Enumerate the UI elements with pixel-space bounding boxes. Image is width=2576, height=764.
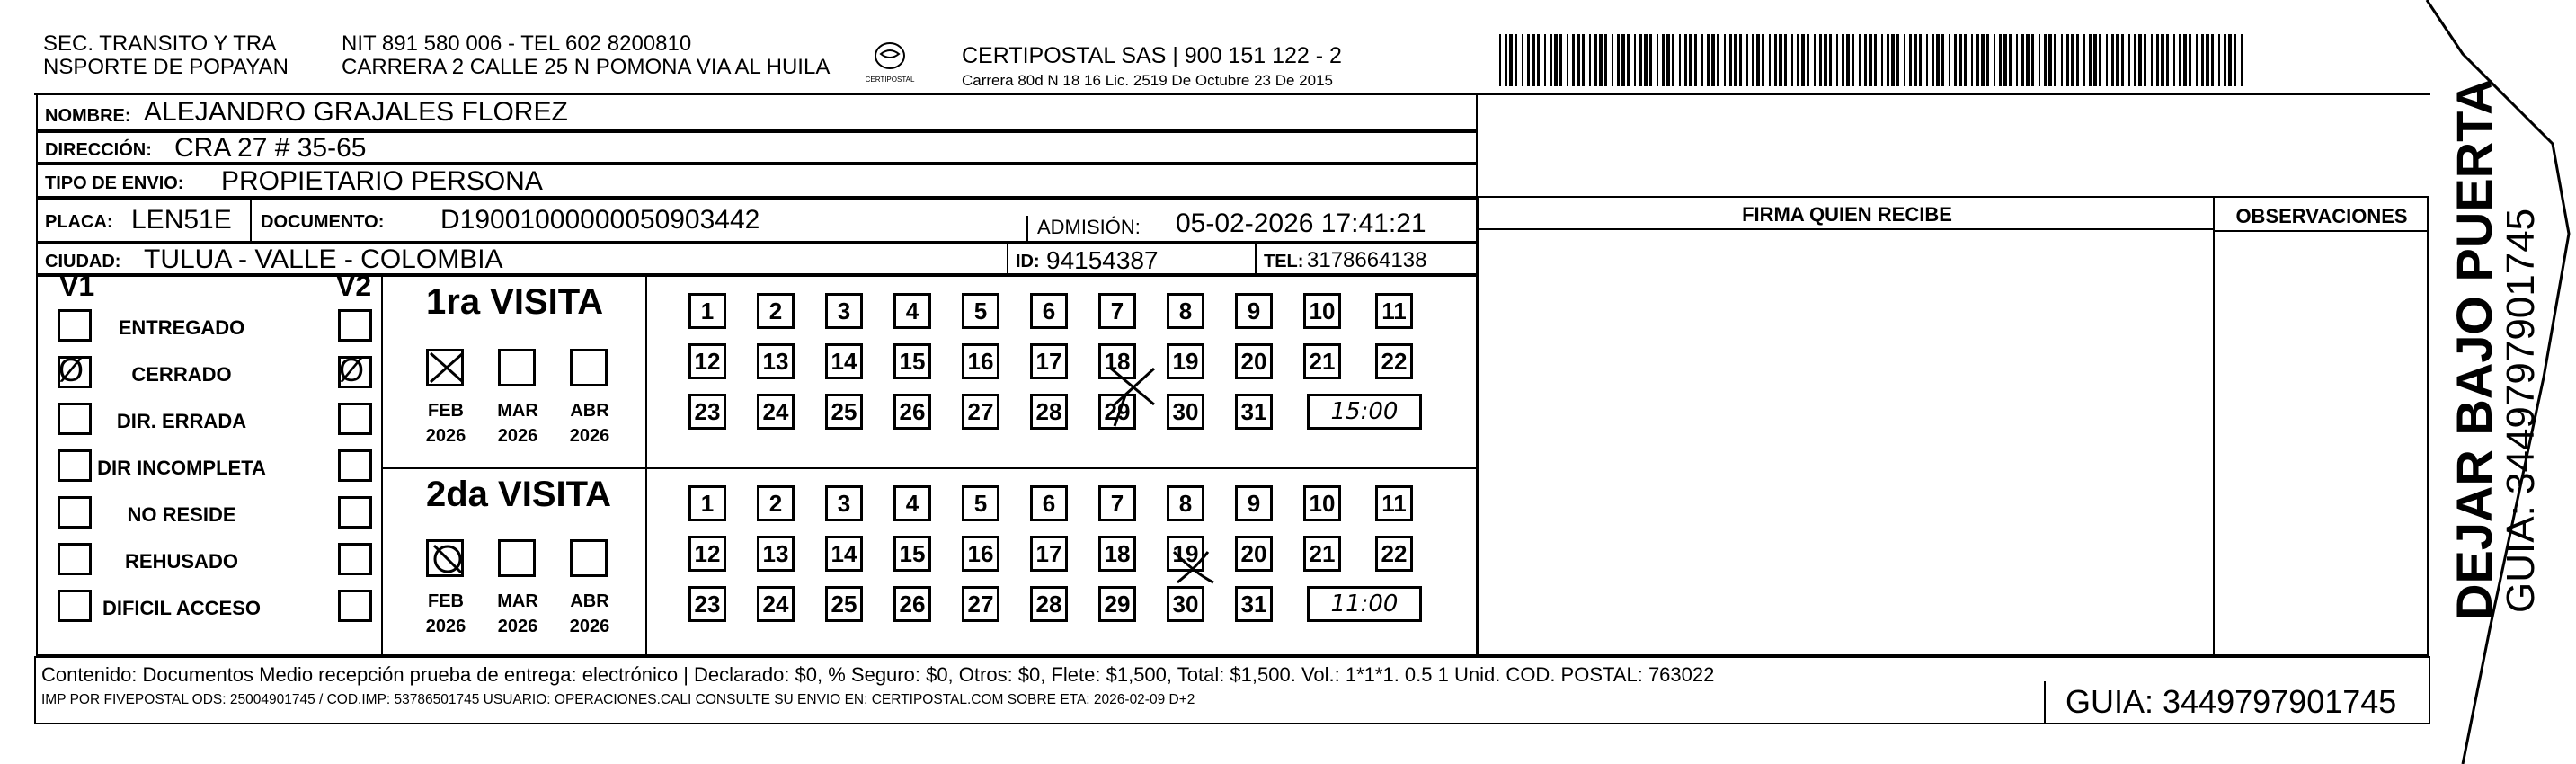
second-visit-title: 2da VISITA	[426, 475, 611, 514]
barcode-bar	[2106, 34, 2108, 86]
barcode-bar	[1532, 34, 1535, 86]
day-19-handwritten-mark	[1168, 546, 1219, 590]
ciudad-label: CIUDAD:	[45, 252, 121, 271]
admision-value: 05-02-2026 17:41:21	[1176, 209, 1426, 238]
barcode-bar	[1672, 34, 1674, 86]
barcode-bar	[2039, 34, 2040, 86]
barcode-bar	[1752, 34, 1754, 86]
first-visit-day-18[interactable]: 18	[1098, 343, 1136, 379]
barcode-bar	[2134, 34, 2136, 86]
barcode-bar	[1846, 34, 1850, 86]
first-visit-day-4[interactable]: 4	[893, 293, 931, 329]
certipostal-logo	[854, 36, 926, 90]
first-visit-day-16[interactable]: 16	[962, 343, 999, 379]
barcode-bar	[1954, 34, 1957, 86]
second-visit-day-17[interactable]: 17	[1030, 536, 1068, 572]
barcode-bar	[2031, 34, 2034, 86]
barcode-bar	[1739, 34, 1742, 86]
first-year-label-mar: 2026	[497, 426, 538, 446]
barcode-bar	[1639, 34, 1642, 86]
second-month-label-mar: MAR	[497, 591, 538, 611]
id-divider	[1007, 244, 1008, 273]
barcode-bar	[1717, 34, 1719, 86]
second-year-label-abr: 2026	[569, 617, 610, 636]
first-visit-day-30[interactable]: 30	[1167, 394, 1204, 430]
observaciones-header-line	[2215, 230, 2429, 232]
second-visit-day-7[interactable]: 7	[1098, 485, 1136, 521]
nombre-value: ALEJANDRO GRAJALES FLOREZ	[144, 97, 568, 127]
v1-checkbox-dir-incompleta[interactable]	[58, 449, 92, 482]
second-visit-day-23[interactable]: 23	[688, 586, 726, 622]
barcode-bar	[1567, 34, 1568, 86]
v2-checkbox-dificil-acceso[interactable]	[338, 590, 372, 622]
first-visit-month-feb[interactable]	[426, 349, 464, 386]
torn-edge	[2409, 0, 2576, 764]
second-visit-day-27[interactable]: 27	[962, 586, 999, 622]
first-visit-title: 1ra VISITA	[426, 282, 604, 322]
barcode-bar	[1621, 34, 1625, 86]
barcode-bar	[2218, 34, 2220, 86]
nit-line: NIT 891 580 006 - TEL 602 8200810	[342, 31, 692, 56]
second-visit-day-20[interactable]: 20	[1235, 536, 1273, 572]
first-visit-day-17[interactable]: 17	[1030, 343, 1068, 379]
second-visit-day-16[interactable]: 16	[962, 536, 999, 572]
barcode-bar	[2071, 34, 2074, 86]
barcode-bar	[1819, 34, 1822, 86]
placa-label: PLACA:	[45, 212, 113, 232]
first-visit-time-box: 15:00	[1307, 394, 1422, 430]
first-year-label-abr: 2026	[569, 426, 610, 446]
v1-checkbox-entregado[interactable]	[58, 309, 92, 342]
barcode-bar	[1869, 34, 1872, 86]
barcode-bar	[2224, 34, 2226, 86]
second-visit-day-5[interactable]: 5	[962, 485, 999, 521]
second-visit-day-9[interactable]: 9	[1235, 485, 1273, 521]
second-visit-day-12[interactable]: 12	[688, 536, 726, 572]
barcode-bar	[1824, 34, 1827, 86]
second-visit-day-3[interactable]: 3	[825, 485, 863, 521]
first-visit-day-14[interactable]: 14	[825, 343, 863, 379]
first-visit-day-28[interactable]: 28	[1030, 394, 1068, 430]
first-visit-day-13[interactable]: 13	[757, 343, 795, 379]
second-visit-day-22[interactable]: 22	[1375, 536, 1413, 572]
second-visit-day-6[interactable]: 6	[1030, 485, 1068, 521]
barcode-bar	[1774, 34, 1777, 86]
barcode-bar	[1544, 34, 1546, 86]
first-month-label-feb: FEB	[428, 401, 464, 421]
option-dir-incompleta: DIR INCOMPLETA	[97, 457, 266, 479]
barcode-bar	[1959, 34, 1962, 86]
barcode-bar	[1914, 34, 1917, 86]
first-visit-day-2[interactable]: 2	[757, 293, 795, 329]
barcode-bar	[2161, 34, 2164, 86]
barcode-bar	[1932, 34, 1934, 86]
barcode-bar	[1762, 34, 1764, 86]
tipo-envio-label: TIPO DE ENVIO:	[45, 173, 184, 193]
barcode-bar	[2144, 34, 2146, 86]
first-visit-day-25[interactable]: 25	[825, 394, 863, 430]
id-label: ID:	[1016, 252, 1040, 271]
barcode-bar	[2048, 34, 2052, 86]
company-license: Carrera 80d N 18 16 Lic. 2519 De Octubre 23 De 2015	[962, 72, 1333, 89]
footer	[34, 656, 2430, 724]
barcode-bar	[2156, 34, 2159, 86]
barcode-bar	[1577, 34, 1580, 86]
v1-checkbox-cerrado[interactable]	[58, 351, 92, 388]
v1-label: V1	[59, 270, 95, 302]
barcode-bar	[1986, 34, 1989, 86]
tel-divider	[1255, 244, 1257, 273]
barcode-bar	[2026, 34, 2030, 86]
barcode-bar	[2054, 34, 2056, 86]
barcode-bar	[1589, 34, 1591, 86]
nombre-label: NOMBRE:	[45, 106, 131, 126]
barcode-bar	[2066, 34, 2069, 86]
v2-checkbox-dir-incompleta[interactable]	[338, 449, 372, 482]
barcode-bar	[2044, 34, 2047, 86]
v2-checkbox-entregado[interactable]	[338, 309, 372, 342]
barcode-bar	[1999, 34, 2002, 86]
observaciones-box	[2213, 196, 2429, 656]
barcode-bar	[1505, 34, 1507, 86]
second-visit-day-31[interactable]: 31	[1235, 586, 1273, 622]
barcode-bar	[1559, 34, 1562, 86]
first-visit-day-21[interactable]: 21	[1303, 343, 1341, 379]
barcode-bar	[2241, 34, 2243, 86]
barcode-bar	[1689, 34, 1692, 86]
barcode-bar	[1896, 34, 1899, 86]
v2-label: V2	[336, 270, 372, 302]
barcode-bar	[1949, 34, 1950, 86]
barcode-bar	[1829, 34, 1832, 86]
barcode-bar	[1594, 34, 1597, 86]
placa-value: LEN51E	[131, 205, 232, 235]
option-cerrado: CERRADO	[131, 363, 232, 386]
first-visit-day-8[interactable]: 8	[1167, 293, 1204, 329]
first-visit-day-20[interactable]: 20	[1235, 343, 1273, 379]
barcode-bar	[1769, 34, 1771, 86]
barcode-bar	[1684, 34, 1687, 86]
first-visit-day-3[interactable]: 3	[825, 293, 863, 329]
barcode-bar	[1657, 34, 1658, 86]
barcode-bar	[2206, 34, 2209, 86]
barcode-bar	[2228, 34, 2232, 86]
barcode-bar	[1836, 34, 1838, 86]
barcode-bar	[1891, 34, 1895, 86]
first-visit-day-31[interactable]: 31	[1235, 394, 1273, 430]
barcode-bar	[2128, 34, 2130, 86]
option-entregado: ENTREGADO	[118, 316, 245, 339]
barcode-bar	[1509, 34, 1513, 86]
second-month-label-feb: FEB	[428, 591, 464, 611]
entity-name-line2: NSPORTE DE POPAYAN	[43, 55, 289, 79]
visit-row-divider	[381, 467, 1478, 469]
barcode-bar	[2138, 34, 2142, 86]
visit-left-divider	[381, 275, 383, 656]
v2-checkbox-no-reside[interactable]	[338, 496, 372, 529]
barcode-bar	[2173, 34, 2175, 86]
barcode-bar	[1842, 34, 1844, 86]
barcode-bar	[1919, 34, 1922, 86]
first-visit-day-10[interactable]: 10	[1303, 293, 1341, 329]
second-visit-month-abr[interactable]	[570, 539, 608, 577]
barcode-bar	[1779, 34, 1782, 86]
first-visit-day-23[interactable]: 23	[688, 394, 726, 430]
barcode	[1499, 34, 2245, 86]
barcode-bar	[1537, 34, 1540, 86]
first-visit-day-22[interactable]: 22	[1375, 343, 1413, 379]
barcode-bar	[2061, 34, 2063, 86]
option-rehusado: REHUSADO	[125, 550, 238, 573]
logo-text: CERTIPOSTAL	[865, 76, 915, 84]
second-visit-day-30[interactable]: 30	[1167, 586, 1204, 622]
placa-row	[36, 198, 1478, 243]
second-visit-day-21[interactable]: 21	[1303, 536, 1341, 572]
first-visit-day-24[interactable]: 24	[757, 394, 795, 430]
barcode-bar	[2009, 34, 2012, 86]
barcode-bar	[1701, 34, 1703, 86]
barcode-bar	[1746, 34, 1748, 86]
barcode-bar	[1904, 34, 1905, 86]
option-dificil-acceso: DIFICIL ACCESO	[102, 597, 261, 619]
barcode-bar	[2099, 34, 2101, 86]
barcode-bar	[1729, 34, 1732, 86]
second-year-label-feb: 2026	[425, 617, 466, 636]
barcode-bar	[1662, 34, 1665, 86]
barcode-bar	[1724, 34, 1726, 86]
first-visit-day-7[interactable]: 7	[1098, 293, 1136, 329]
first-month-label-mar: MAR	[497, 401, 538, 421]
first-visit-day-5[interactable]: 5	[962, 293, 999, 329]
barcode-bar	[2189, 34, 2191, 86]
first-visit-day-9[interactable]: 9	[1235, 293, 1273, 329]
barcode-bar	[2111, 34, 2114, 86]
second-year-label-mar: 2026	[497, 617, 538, 636]
dejar-bajo-puerta: DEJAR BAJO PUERTA	[2446, 78, 2502, 620]
barcode-bar	[1550, 34, 1552, 86]
barcode-bar	[1666, 34, 1670, 86]
id-value: 94154387	[1046, 246, 1159, 274]
second-visit-month-feb[interactable]	[426, 539, 464, 577]
barcode-bar	[2116, 34, 2119, 86]
direccion-row	[36, 131, 1478, 164]
barcode-bar	[1941, 34, 1944, 86]
second-visit-day-26[interactable]: 26	[893, 586, 931, 622]
second-visit-day-10[interactable]: 10	[1303, 485, 1341, 521]
company-line: CERTIPOSTAL SAS | 900 151 122 - 2	[962, 43, 1342, 68]
barcode-bar	[1981, 34, 1985, 86]
second-visit-day-1[interactable]: 1	[688, 485, 726, 521]
first-visit-day-11[interactable]: 11	[1375, 293, 1413, 329]
firma-label: FIRMA QUIEN RECIBE	[1742, 203, 1952, 226]
first-visit-day-29[interactable]: 29	[1098, 394, 1136, 430]
barcode-bar	[1859, 34, 1861, 86]
barcode-bar	[1679, 34, 1681, 86]
first-visit-day-15[interactable]: 15	[893, 343, 931, 379]
first-visit-day-26[interactable]: 26	[893, 394, 931, 430]
first-visit-month-mark	[427, 348, 468, 389]
first-visit-day-12[interactable]: 12	[688, 343, 726, 379]
barcode-bar	[2121, 34, 2124, 86]
barcode-bar	[2089, 34, 2092, 86]
v1-checkbox-dir-errada[interactable]	[58, 403, 92, 435]
barcode-bar	[1617, 34, 1620, 86]
v1-checkbox-dificil-acceso[interactable]	[58, 590, 92, 622]
barcode-bar	[1711, 34, 1715, 86]
second-visit-day-4[interactable]: 4	[893, 485, 931, 521]
barcode-bar	[2211, 34, 2214, 86]
first-visit-day-19[interactable]: 19	[1167, 343, 1204, 379]
barcode-bar	[1797, 34, 1799, 86]
barcode-bar	[2021, 34, 2024, 86]
tel-value: 3178664138	[1307, 248, 1427, 272]
second-visit-day-24[interactable]: 24	[757, 586, 795, 622]
barcode-bar	[1734, 34, 1737, 86]
footer-imp: IMP POR FIVEPOSTAL ODS: 25004901745 / COD.IMP: 53786501745 USUARIO: OPERACIONES.CALI CONSULTE SU ENVIO EN: CERTIPOSTAL.COM SOBRE ETA: 2026-02-09 D+2	[41, 692, 1195, 707]
second-visit-day-11[interactable]: 11	[1375, 485, 1413, 521]
second-month-label-abr: ABR	[570, 591, 609, 611]
barcode-bar	[1522, 34, 1523, 86]
barcode-bar	[1694, 34, 1697, 86]
direccion-value: CRA 27 # 35-65	[174, 133, 367, 163]
second-visit-day-14[interactable]: 14	[825, 536, 863, 572]
first-visit-day-27[interactable]: 27	[962, 394, 999, 430]
first-visit-day-6[interactable]: 6	[1030, 293, 1068, 329]
tel-label: TEL:	[1264, 252, 1304, 271]
barcode-bar	[1554, 34, 1558, 86]
barcode-bar	[1926, 34, 1928, 86]
entity-name-line1: SEC. TRANSITO Y TRA	[43, 31, 277, 56]
barcode-bar	[1499, 34, 1501, 86]
second-visit-day-2[interactable]: 2	[757, 485, 795, 521]
barcode-bar	[2003, 34, 2007, 86]
barcode-bar	[1814, 34, 1816, 86]
barcode-bar	[2179, 34, 2181, 86]
barcode-bar	[1784, 34, 1787, 86]
option-no-reside: NO RESIDE	[127, 503, 236, 526]
v1-handwritten-mark: Ø	[58, 351, 84, 388]
barcode-bar	[1627, 34, 1630, 86]
second-visit-month-mark	[427, 538, 468, 580]
first-year-label-feb: 2026	[425, 426, 466, 446]
barcode-bar	[1852, 34, 1854, 86]
barcode-bar	[1909, 34, 1912, 86]
direccion-label: DIRECCIÓN:	[45, 140, 152, 160]
observaciones-label: OBSERVACIONES	[2235, 205, 2408, 227]
second-visit-day-19[interactable]: 19	[1167, 536, 1204, 572]
barcode-bar	[1994, 34, 1995, 86]
barcode-bar	[2166, 34, 2169, 86]
second-visit-day-13[interactable]: 13	[757, 536, 795, 572]
barcode-bar	[1572, 34, 1575, 86]
v2-checkbox-dir-errada[interactable]	[338, 403, 372, 435]
barcode-bar	[1971, 34, 1973, 86]
barcode-bar	[1604, 34, 1607, 86]
nombre-row	[36, 93, 1478, 131]
tipo-envio-value: PROPIETARIO PERSONA	[221, 166, 543, 196]
barcode-bar	[2076, 34, 2079, 86]
placa-divider	[250, 200, 252, 241]
admision-label: ADMISIÓN:	[1037, 216, 1141, 238]
first-visit-month-abr[interactable]	[570, 349, 608, 386]
day-18-handwritten-mark	[1102, 360, 1165, 431]
barcode-bar	[1527, 34, 1530, 86]
v2-checkbox-cerrado[interactable]	[338, 351, 372, 388]
second-visit-day-25[interactable]: 25	[825, 586, 863, 622]
barcode-bar	[1582, 34, 1585, 86]
first-month-label-abr: ABR	[570, 401, 609, 421]
firma-header-line	[1479, 228, 2215, 230]
second-visit-day-8[interactable]: 8	[1167, 485, 1204, 521]
barcode-bar	[1976, 34, 1979, 86]
barcode-bar	[1515, 34, 1517, 86]
barcode-bar	[1874, 34, 1877, 86]
barcode-bar	[1644, 34, 1648, 86]
barcode-bar	[1807, 34, 1809, 86]
barcode-bar	[1612, 34, 1613, 86]
first-visit-day-1[interactable]: 1	[688, 293, 726, 329]
v2-checkbox-rehusado[interactable]	[338, 543, 372, 575]
barcode-bar	[2201, 34, 2204, 86]
second-visit-day-15[interactable]: 15	[893, 536, 931, 572]
barcode-bar	[1756, 34, 1760, 86]
barcode-bar	[2083, 34, 2085, 86]
admision-divider	[1026, 216, 1028, 241]
v1-checkbox-no-reside[interactable]	[58, 496, 92, 529]
footer-contenido: Contenido: Documentos Medio recepción prueba de entrega: electrónico | Declarado: $0, % Seguro: $0, Otros: $0, Flete: $1,500, Total: $1,500. Vol.: 1*1*1. 0.5 1 Unid. COD. POSTAL: 763022	[41, 663, 1715, 686]
second-visit-day-28[interactable]: 28	[1030, 586, 1068, 622]
v1-checkbox-rehusado[interactable]	[58, 543, 92, 575]
barcode-bar	[1864, 34, 1867, 86]
barcode-bar	[2196, 34, 2198, 86]
v2-handwritten-mark: Ø	[339, 351, 365, 388]
barcode-bar	[2183, 34, 2187, 86]
barcode-bar	[1887, 34, 1889, 86]
barcode-bar	[1791, 34, 1793, 86]
second-visit-time-box: 11:00	[1307, 586, 1422, 622]
barcode-bar	[2234, 34, 2236, 86]
barcode-bar	[1881, 34, 1883, 86]
barcode-bar	[1801, 34, 1805, 86]
second-visit-day-18[interactable]: 18	[1098, 536, 1136, 572]
barcode-bar	[2093, 34, 2097, 86]
barcode-bar	[1936, 34, 1940, 86]
ciudad-value: TULUA - VALLE - COLOMBIA	[144, 244, 503, 274]
barcode-bar	[1964, 34, 1967, 86]
barcode-bar	[1634, 34, 1636, 86]
barcode-bar	[1599, 34, 1603, 86]
second-visit-day-29[interactable]: 29	[1098, 586, 1136, 622]
guia-vertical: GUIA: 3449797901745	[2499, 208, 2543, 613]
visit-calendar-divider	[645, 275, 647, 656]
barcode-bar	[1649, 34, 1652, 86]
footer-guia: GUIA: 3449797901745	[2065, 683, 2397, 720]
firma-box	[1478, 196, 2215, 656]
barcode-bar	[2151, 34, 2153, 86]
ciudad-row	[36, 243, 1478, 275]
first-visit-month-mar[interactable]	[498, 349, 536, 386]
documento-value: D19001000000050903442	[440, 205, 760, 235]
option-dir-errada: DIR. ERRADA	[116, 410, 247, 432]
barcode-bar	[1707, 34, 1710, 86]
tipo-envio-row	[36, 164, 1478, 198]
documento-label: DOCUMENTO:	[261, 212, 385, 232]
second-visit-month-mar[interactable]	[498, 539, 536, 577]
address-line: CARRERA 2 CALLE 25 N POMONA VIA AL HUILA	[342, 55, 831, 79]
barcode-bar	[2016, 34, 2018, 86]
footer-guia-divider	[2044, 681, 2046, 724]
